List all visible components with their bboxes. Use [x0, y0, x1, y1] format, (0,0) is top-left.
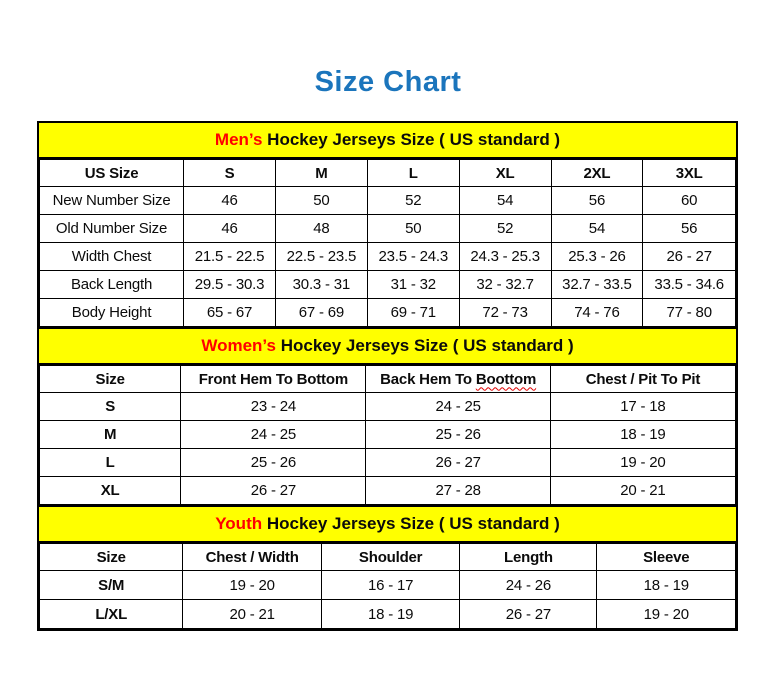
size-value-cell: 18 - 19 — [550, 421, 735, 449]
size-value-cell: 20 - 21 — [550, 477, 735, 505]
table-row — [40, 187, 736, 215]
size-value-cell: 26 - 27 — [181, 477, 366, 505]
section-heading-text: Hockey Jerseys Size ( US standard ) — [262, 130, 561, 149]
size-value-cell: 56 — [551, 187, 643, 215]
row-label: Width Chest — [40, 243, 184, 271]
size-value-cell: 54 — [459, 187, 551, 215]
size-value-cell: 24 - 26 — [460, 571, 597, 600]
size-value-cell: 30.3 - 31 — [275, 271, 367, 299]
row-label: S/M — [40, 571, 183, 600]
size-value-cell: 46 — [184, 187, 276, 215]
size-value-cell: 54 — [551, 215, 643, 243]
size-value-cell: 25.3 - 26 — [551, 243, 643, 271]
size-value-cell: 17 - 18 — [550, 393, 735, 421]
size-value-cell: 52 — [459, 215, 551, 243]
column-header: XL — [459, 160, 551, 187]
size-value-cell: 72 - 73 — [459, 299, 551, 327]
size-value-cell: 31 - 32 — [367, 271, 459, 299]
size-value-cell: 26 - 27 — [460, 600, 597, 629]
size-value-cell: 52 — [367, 187, 459, 215]
size-value-cell: 77 - 80 — [643, 299, 736, 327]
column-header: 2XL — [551, 160, 643, 187]
size-value-cell: 74 - 76 — [551, 299, 643, 327]
column-header: Front Hem To Bottom — [181, 366, 366, 393]
size-value-cell: 67 - 69 — [275, 299, 367, 327]
misspelled-word: Boottom — [475, 370, 537, 388]
mens-section-heading — [39, 123, 736, 159]
size-value-cell: 23.5 - 24.3 — [367, 243, 459, 271]
table-row — [40, 421, 736, 449]
column-header: Length — [460, 544, 597, 571]
size-value-cell: 19 - 20 — [550, 449, 735, 477]
section-heading-highlight-word: Youth — [215, 514, 263, 533]
size-value-cell: 25 - 26 — [366, 421, 550, 449]
size-value-cell: 16 - 17 — [321, 571, 460, 600]
column-header: Sleeve — [597, 544, 736, 571]
column-header: S — [184, 160, 276, 187]
section-heading-text: Back Hem To — [380, 370, 476, 388]
size-value-cell: 50 — [367, 215, 459, 243]
table-row — [40, 299, 736, 327]
row-label: S — [40, 393, 181, 421]
row-label: Old Number Size — [40, 215, 184, 243]
size-value-cell: 26 - 27 — [643, 243, 736, 271]
youth-size-table — [39, 543, 736, 629]
section-heading-text: Hockey Jerseys Size ( US standard ) — [262, 514, 560, 533]
size-value-cell: 50 — [275, 187, 367, 215]
column-header: Shoulder — [321, 544, 460, 571]
size-value-cell: 25 - 26 — [181, 449, 366, 477]
size-value-cell: 21.5 - 22.5 — [184, 243, 276, 271]
column-header: L — [367, 160, 459, 187]
size-value-cell: 18 - 19 — [597, 571, 736, 600]
column-header: Size — [40, 366, 181, 393]
size-value-cell: 69 - 71 — [367, 299, 459, 327]
table-row — [40, 477, 736, 505]
row-label: Back Length — [40, 271, 184, 299]
row-label: XL — [40, 477, 181, 505]
table-row — [40, 215, 736, 243]
row-label: L — [40, 449, 181, 477]
size-value-cell: 29.5 - 30.3 — [184, 271, 276, 299]
row-label: Body Height — [40, 299, 184, 327]
column-header-row — [40, 160, 736, 187]
size-value-cell: 22.5 - 23.5 — [275, 243, 367, 271]
column-header: 3XL — [643, 160, 736, 187]
size-value-cell: 32 - 32.7 — [459, 271, 551, 299]
section-heading-highlight-word: Men’s — [214, 130, 263, 149]
column-header: Chest / Width — [183, 544, 322, 571]
row-label: New Number Size — [40, 187, 184, 215]
size-chart — [37, 121, 738, 631]
size-value-cell: 56 — [643, 215, 736, 243]
size-value-cell: 60 — [643, 187, 736, 215]
section-heading-highlight-word: Women’s — [201, 336, 276, 355]
table-row — [40, 449, 736, 477]
mens-size-table — [39, 159, 736, 327]
table-row — [40, 243, 736, 271]
size-value-cell: 65 - 67 — [184, 299, 276, 327]
table-row — [40, 571, 736, 600]
table-row — [40, 271, 736, 299]
size-value-cell: 46 — [184, 215, 276, 243]
womens-section-heading — [39, 327, 736, 365]
mens-section — [39, 123, 736, 327]
table-row — [40, 393, 736, 421]
row-label: M — [40, 421, 181, 449]
column-header-row — [40, 544, 736, 571]
section-heading-text: Hockey Jerseys Size ( US standard ) — [275, 336, 574, 355]
size-value-cell: 24 - 25 — [181, 421, 366, 449]
size-value-cell: 19 - 20 — [597, 600, 736, 629]
size-value-cell: 18 - 19 — [321, 600, 460, 629]
page-title: Size Chart — [314, 66, 462, 98]
womens-section — [39, 327, 736, 505]
column-header-row — [40, 366, 736, 393]
row-label: L/XL — [40, 600, 183, 629]
column-header: Chest / Pit To Pit — [550, 366, 735, 393]
size-value-cell: 26 - 27 — [366, 449, 550, 477]
size-value-cell: 24.3 - 25.3 — [459, 243, 551, 271]
womens-size-table — [39, 365, 736, 505]
size-value-cell: 32.7 - 33.5 — [551, 271, 643, 299]
size-value-cell: 24 - 25 — [366, 393, 550, 421]
size-value-cell: 33.5 - 34.6 — [643, 271, 736, 299]
youth-section-heading — [39, 505, 736, 543]
table-row — [40, 600, 736, 629]
size-value-cell: 19 - 20 — [183, 571, 322, 600]
youth-section — [39, 505, 736, 629]
size-value-cell: 20 - 21 — [183, 600, 322, 629]
column-header — [366, 366, 550, 393]
column-header: Size — [40, 544, 183, 571]
size-value-cell: 23 - 24 — [181, 393, 366, 421]
size-value-cell: 27 - 28 — [366, 477, 550, 505]
size-value-cell: 48 — [275, 215, 367, 243]
column-header: US Size — [40, 160, 184, 187]
column-header: M — [275, 160, 367, 187]
